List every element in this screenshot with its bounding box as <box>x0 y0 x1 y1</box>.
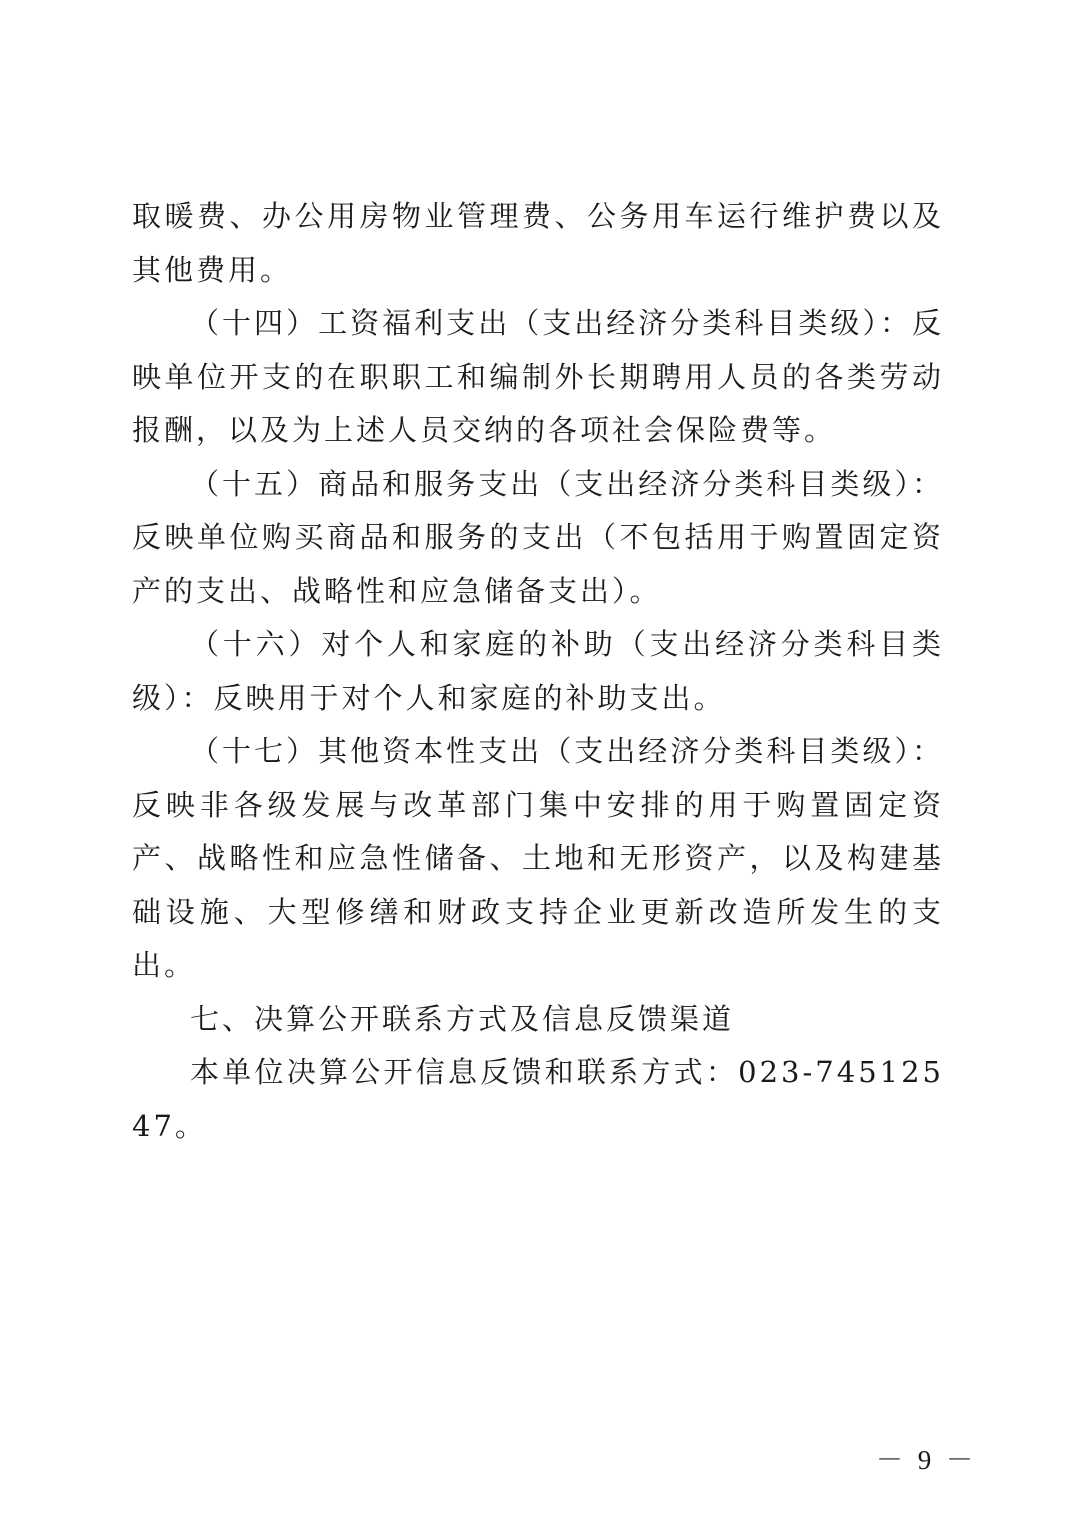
page-number: － 9 － <box>876 1445 977 1475</box>
paragraph-goods-services-expenditure: （十五）商品和服务支出（支出经济分类科目类级）：反映单位购买商品和服务的支出（不包括用于购置固定资产的支出、战略性和应急储备支出）。 <box>132 466 944 608</box>
paragraph-other-capital-expenditure: （十七）其他资本性支出（支出经济分类科目类级）：反映非各级发展与改革部门集中安排的用于购置固定资产、战略性和应急性储备、土地和无形资产，以及构建基础设施、大型修缮和财政支持企业更新改造所发生的支出。 <box>132 734 944 982</box>
paragraph-wage-welfare-expenditure: （十四）工资福利支出（支出经济分类科目类级）：反映单位开支的在职职工和编制外长期聘用人员的各类劳动报酬，以及为上述人员交纳的各项社会保险费等。 <box>132 306 944 447</box>
paragraph-household-subsidy: （十六）对个人和家庭的补助（支出经济分类科目类级）：反映用于对个人和家庭的补助支出。 <box>132 627 944 715</box>
paragraph-continuation: 取暖费、办公用房物业管理费、公务用车运行维护费以及其他费用。 <box>132 199 944 287</box>
body-text <box>132 190 944 1153</box>
paragraph-contact-info: 本单位决算公开信息反馈和联系方式：023-74512547。 <box>132 1055 944 1143</box>
section-heading-contact: 七、决算公开联系方式及信息反馈渠道 <box>190 1001 735 1036</box>
